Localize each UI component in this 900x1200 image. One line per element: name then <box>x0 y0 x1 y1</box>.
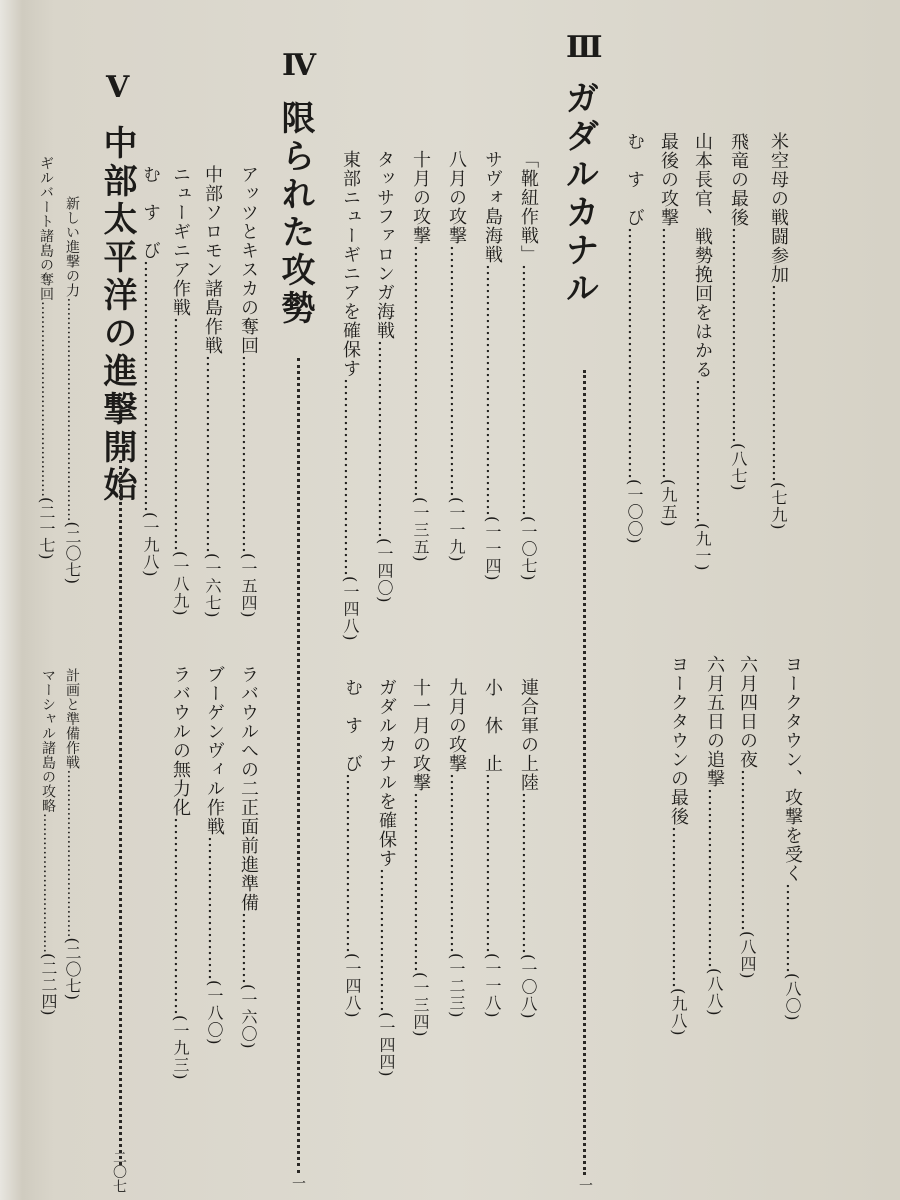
toc-entry: サヴォ島海戦……………………………………(一一四) <box>482 150 503 582</box>
toc-entry: 東部ニューギニアを確保す……………………………(一四八) <box>340 150 361 642</box>
toc-entry: 最後の攻撃……………………………………(九五) <box>658 132 679 528</box>
toc-entry: む す び……………………………………(一〇〇) <box>624 132 645 545</box>
toc-entry: ニューギニア作戦…………………………………(一八九) <box>170 165 191 617</box>
toc-entry: 小 休 止…………………………(一一八) <box>482 678 503 1019</box>
toc-entry: 米空母の戦闘参加……………………………(七九) <box>768 132 789 531</box>
toc-entry: マーシャル諸島の攻略…………………………(二二四) <box>39 668 58 1016</box>
toc-entry: む す び…………………………(一四八) <box>342 678 363 1019</box>
toc-entry: ラバウルの無力化……………………………(一九三) <box>170 665 191 1081</box>
toc-entry: 山本長官、戦勢挽回をはかる……………………(九一) <box>692 132 713 572</box>
toc-entry: ブーゲンヴィル作戦……………………(一八〇) <box>204 665 225 1046</box>
chapter-page-v: 二〇七 <box>111 1150 127 1194</box>
toc-entry: ガダルカナルを確保す……………………(一四四) <box>376 678 397 1078</box>
toc-entry: 計画と準備作戦………………………………(二〇七) <box>63 668 82 1001</box>
toc-entry: 九月の攻撃…………………………(一二三) <box>446 678 467 1019</box>
chapter-numeral-v: Ⅴ <box>106 70 129 105</box>
toc-entry: 飛竜の最後………………………………(八七) <box>728 132 749 492</box>
toc-entry: 十一月の攻撃…………………………(一三四) <box>410 678 431 1038</box>
chapter-page-iii: 一 <box>577 1178 593 1193</box>
toc-entry: 連合軍の上陸………………………(一〇八) <box>518 678 539 1020</box>
toc-entry: アッツとキスカの奪回……………………………(一五四) <box>238 165 259 619</box>
chapter-leader-iii <box>583 370 586 1175</box>
chapter-leader-v <box>119 460 122 1165</box>
toc-entry: ラバウルへの二正面前進準備…………(一六〇) <box>238 665 259 1050</box>
toc-entry: 八月の攻撃……………………………………(一一九) <box>446 150 467 563</box>
toc-entry: 「靴紐作戦」……………………………………(一〇七) <box>518 150 539 582</box>
chapter-numeral-iv: Ⅳ <box>282 48 316 83</box>
toc-entry: ヨークタウンの最後………………………(九八) <box>668 655 689 1037</box>
toc-entry: む す び……………………………………(一九八) <box>140 165 161 578</box>
chapter-leader-iv <box>297 358 300 1173</box>
chapter-page-iv: 一 <box>290 1176 306 1191</box>
toc-entry: 六月五日の追撃…………………………(八八) <box>704 655 725 1017</box>
toc-entry: ギルバート諸島の奪回……………………………………(二一七) <box>37 156 56 560</box>
chapter-title-iv: 限られた攻勢 <box>275 100 315 328</box>
chapter-title-iii: ガダルカナル <box>559 80 599 308</box>
toc-entry: ヨークタウン、攻撃を受く……………(八〇) <box>782 655 803 1022</box>
chapter-title-v: 中部太平洋の進撃開始 <box>97 125 137 505</box>
page-gutter <box>0 0 22 1200</box>
toc-entry: 六月四日の夜………………………(八四) <box>737 655 758 980</box>
toc-entry: 中部ソロモン諸島作戦……………………………(一六七) <box>202 165 223 619</box>
toc-entry: 新しい進撃の力…………………………………………(二〇七) <box>63 196 82 585</box>
toc-entry: タッサファロンガ海戦……………………………(一四〇) <box>374 150 395 604</box>
toc-entry: 十月の攻撃……………………………………(一三五) <box>410 150 431 563</box>
chapter-numeral-iii: Ⅲ <box>566 30 602 65</box>
